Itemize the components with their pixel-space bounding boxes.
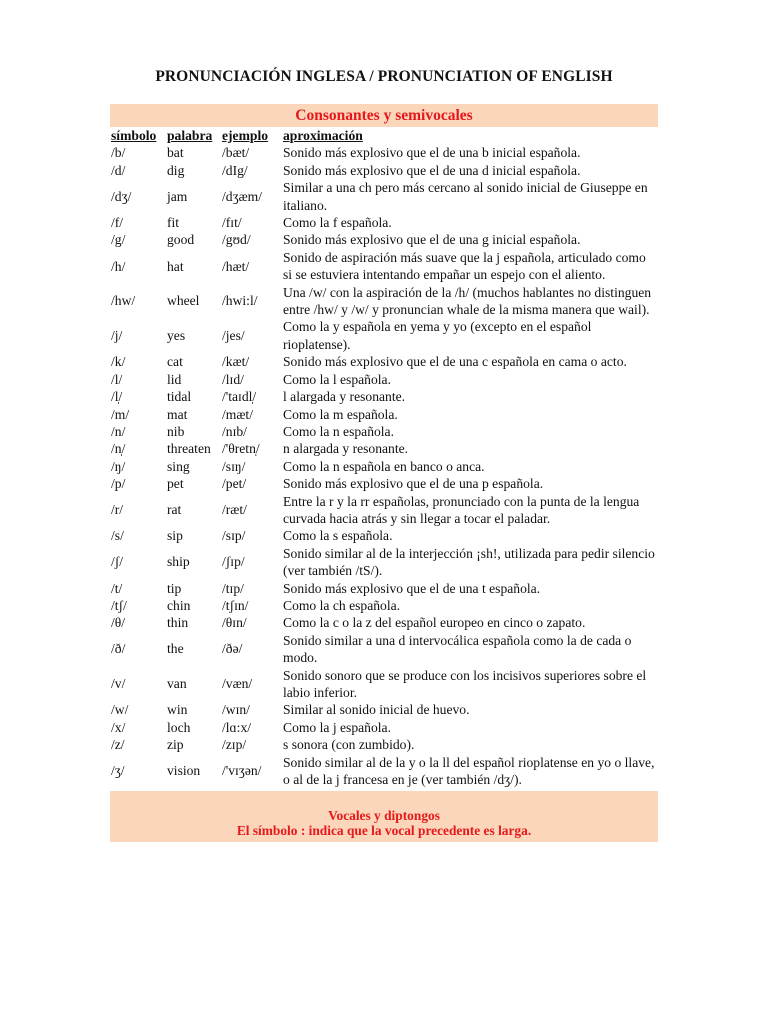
cell-symbol: /k/ [111,354,126,370]
table-row [110,214,658,231]
cell-approximation: Como la n española. [283,423,394,439]
cell-example: /ðə/ [222,641,243,657]
cell-example: /zɪp/ [222,737,247,753]
cell-example: /dʒæm/ [222,188,263,204]
cell-word: rat [167,502,182,518]
cell-word: vision [167,763,201,779]
cell-example: /ʃɪp/ [222,554,245,570]
cell-symbol: /d/ [111,162,126,178]
cell-word: wheel [167,293,200,309]
column-header-example: ejemplo [222,128,269,143]
page-title: PRONUNCIACIÓN INGLESA / PRONUNCIATION OF ENGLISH [155,68,613,85]
cell-example: /'θretn̩/ [222,441,260,457]
table-row [110,318,658,353]
cell-example: /fɪt/ [222,215,242,231]
cell-example: /jes/ [222,328,245,344]
column-header-symbol: símbolo [111,128,157,143]
cell-symbol: /p/ [111,476,126,492]
cell-word: van [167,676,187,692]
cell-example: /ræt/ [222,502,247,518]
cell-symbol: /s/ [111,528,124,544]
cell-word: cat [167,354,183,370]
cell-approximation: Similar al sonido inicial de huevo. [283,702,470,718]
cell-symbol: /b/ [111,145,126,161]
cell-word: jam [167,188,188,204]
cell-example: /lɪd/ [222,371,244,387]
table-row [110,614,658,631]
cell-approximation: Sonido más explosivo que el de una c española en cama o acto. [283,354,627,370]
table-row [110,179,658,214]
cell-symbol: /dʒ/ [111,188,132,204]
table-row [110,249,658,284]
cell-word: good [167,232,195,248]
cell-symbol: /tʃ/ [111,597,127,613]
table-row [110,475,658,492]
cell-symbol: /x/ [111,719,126,735]
cell-example: /nɪb/ [222,423,247,439]
cell-word: dig [167,162,185,178]
cell-approximation: Sonido similar al de la y o la ll del español rioplatense en yo o llave, o al de la j francesa en je (ver también /dʒ/). [283,754,655,788]
cell-symbol: /n̩/ [111,441,126,457]
cell-word: sip [167,528,183,544]
table-row [110,371,658,388]
cell-word: hat [167,258,184,274]
cell-symbol: /l/ [111,371,123,387]
cell-symbol: /n/ [111,423,126,439]
cell-symbol: /θ/ [111,615,126,631]
table-row [110,667,658,702]
cell-symbol: /t/ [111,580,123,596]
cell-symbol: /ʒ/ [111,763,125,779]
table-row [110,527,658,544]
cell-approximation: Una /w/ con la aspiración de la /h/ (muchos hablantes no distinguen entre /hw/ y /w/ y pronuncian whale de la misma manera que wail). [283,284,652,318]
cell-example: /wɪn/ [222,702,250,718]
cell-approximation: Como la y española en yema y yo (excepto en el español rioplatense). [283,319,592,352]
cell-word: zip [167,737,184,753]
cell-example: /θɪn/ [222,615,247,631]
column-header-word: palabra [167,128,213,143]
cell-symbol: /ʃ/ [111,554,124,570]
cell-approximation: l alargada y resonante. [283,389,406,405]
cell-approximation: Entre la r y la rr españolas, pronunciado con la punta de la lengua curvada hacia atrás y sin llegar a tocar el paladar. [283,493,640,526]
cell-word: win [167,702,188,718]
table-row [110,144,658,161]
cell-approximation: Sonido más explosivo que el de una b inicial española. [283,145,581,161]
cell-word: the [167,641,184,657]
cell-example: /hæt/ [222,258,250,274]
cell-approximation: Como la j española. [283,719,391,735]
cell-symbol: /ŋ/ [111,458,126,474]
cell-symbol: /m/ [111,406,130,422]
table-row [110,458,658,475]
cell-example: /'taɪdl̩/ [222,389,257,405]
pronunciation-table [110,104,658,842]
table-row [110,423,658,440]
table-row [110,353,658,370]
cell-approximation: Sonido más explosivo que el de una d inicial española. [283,162,581,178]
vowels-heading: Vocales y diptongos [328,808,440,824]
cell-symbol: /z/ [111,737,125,753]
cell-example: /mæt/ [222,406,253,422]
cell-example: /kæt/ [222,354,250,370]
cell-word: thin [167,615,189,631]
cell-approximation: Sonido de aspiración más suave que la j española, articulado como si se estuviera intentando empañar un espejo con el aliento. [283,249,646,283]
cell-symbol: /f/ [111,215,124,231]
table-row [110,754,658,789]
table-row [110,545,658,580]
cell-symbol: /j/ [111,328,123,344]
cell-example: /dIg/ [222,162,248,178]
cell-approximation: s sonora (con zumbido). [283,737,415,753]
table-row [110,736,658,753]
cell-symbol: /hw/ [111,293,136,309]
cell-approximation: Similar a una ch pero más cercano al sonido inicial de Giuseppe en italiano. [283,180,648,213]
cell-word: pet [167,476,184,492]
cell-example: /bæt/ [222,145,250,161]
vowels-note: El símbolo : indica que la vocal precedente es larga. [236,823,532,839]
cell-approximation: Como la m española. [283,406,398,422]
cell-word: bat [167,145,184,161]
cell-approximation: Sonido más explosivo que el de una t española. [283,580,541,596]
cell-word: fit [167,215,180,231]
cell-approximation: Sonido más explosivo que el de una p española. [283,476,544,492]
cell-symbol: /ð/ [111,641,126,657]
cell-approximation: n alargada y resonante. [283,441,409,457]
cell-approximation: Como la c o la z del español europeo en cinco o zapato. [283,615,586,631]
cell-word: ship [167,554,190,570]
cell-approximation: Como la n española en banco o anca. [283,458,485,474]
cell-word: tidal [167,389,192,405]
table-row [110,231,658,248]
cell-approximation: Sonido sonoro que se produce con los incisivos superiores sobre el labio inferior. [283,667,647,700]
cell-word: tip [167,580,182,596]
vowels-heading-block [110,791,658,842]
table-row [110,440,658,457]
cell-symbol: /g/ [111,232,126,248]
cell-symbol: /w/ [111,702,129,718]
table-row [110,284,658,319]
cell-example: /gʊd/ [222,232,251,248]
table-row [110,388,658,405]
table-row [110,580,658,597]
consonants-table [110,127,658,788]
cell-word: loch [167,719,191,735]
cell-approximation: Como la f española. [283,215,392,231]
cell-example: /'vɪʒən/ [222,763,262,779]
cell-example: /hwi:l/ [222,293,258,309]
table-row [110,719,658,736]
cell-word: nib [167,423,185,439]
cell-example: /pet/ [222,476,247,492]
cell-symbol: /l̩/ [111,389,123,405]
cell-approximation: Sonido similar al de la interjección ¡sh!, utilizada para pedir silencio (ver también /tS/). [283,545,655,579]
cell-approximation: Sonido similar a una d intervocálica española como la de cada o modo. [283,632,632,666]
cell-example: /væn/ [222,676,253,692]
table-row [110,406,658,423]
cell-symbol: /h/ [111,258,126,274]
cell-approximation: Como la ch española. [283,597,401,613]
cell-example: /lɑ:x/ [222,719,252,735]
cell-example: /tʃɪn/ [222,597,249,613]
column-header-row [110,127,658,144]
cell-word: threaten [167,441,211,457]
table-row [110,597,658,614]
cell-example: /sɪp/ [222,528,246,544]
cell-word: sing [167,458,190,474]
cell-approximation: Como la s española. [283,528,393,544]
cell-example: /sɪŋ/ [222,458,246,474]
table-row [110,632,658,667]
cell-symbol: /r/ [111,502,124,518]
cell-word: yes [167,328,186,344]
consonant-rows [110,144,658,788]
cell-example: /tɪp/ [222,580,244,596]
cell-approximation: Sonido más explosivo que el de una g inicial española. [283,232,581,248]
consonants-heading: Consonantes y semivocales [110,104,658,127]
cell-word: mat [167,406,188,422]
cell-approximation: Como la l española. [283,371,391,387]
cell-word: lid [167,371,182,387]
cell-symbol: /v/ [111,676,126,692]
cell-word: chin [167,597,191,613]
table-row [110,701,658,718]
table-row [110,493,658,528]
column-header-approximation: aproximación [283,128,363,143]
table-row [110,162,658,179]
